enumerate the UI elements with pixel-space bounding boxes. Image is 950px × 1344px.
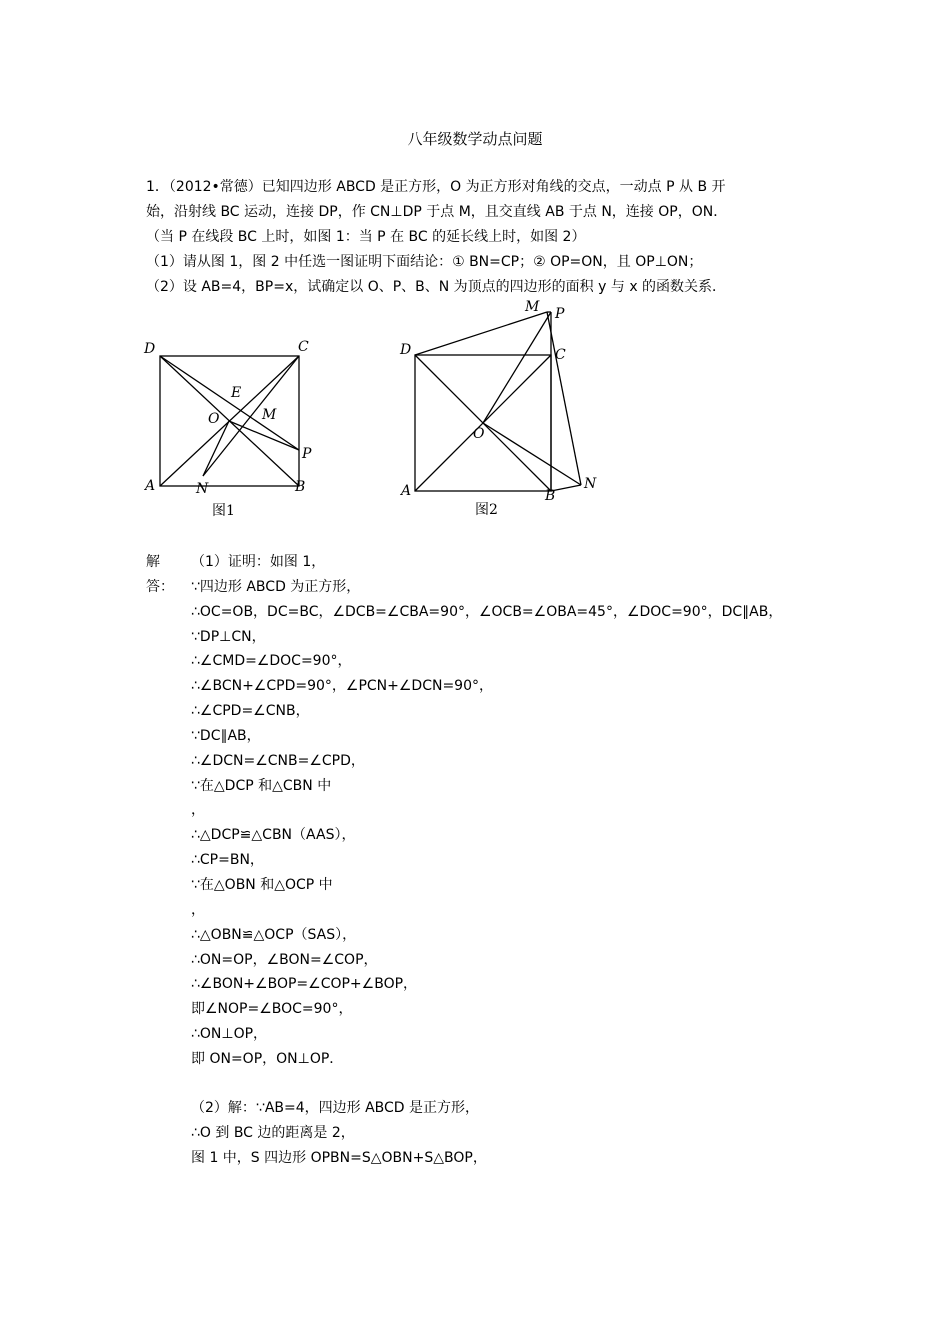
label-n: N	[584, 476, 597, 492]
problem-line: （2）设 AB=4，BP=x，试确定以 O、P、B、N 为顶点的四边形的面积 y 与 x 的函数关系．	[146, 279, 727, 295]
answer-line: 即∠NOP=∠BOC=90°，	[191, 1001, 353, 1017]
label-a: A	[145, 478, 156, 494]
answer-part2-line: （2）解：∵AB=4，四边形 ABCD 是正方形，	[191, 1100, 480, 1116]
answer-line: ∵在△DCP 和△CBN 中	[191, 778, 332, 794]
segment-bn	[551, 485, 581, 491]
figure-2	[395, 295, 610, 520]
label-b: B	[295, 479, 306, 495]
answer-line: ∵DC∥AB，	[191, 728, 261, 744]
figure-1-caption: 图1	[212, 503, 235, 519]
label-p: P	[555, 306, 565, 322]
answer-line: ∴∠CMD=∠DOC=90°，	[191, 653, 352, 669]
answer-line: （1）证明：如图 1，	[191, 554, 326, 570]
page-title: 八年级数学动点问题	[407, 130, 543, 148]
answer-line: ∴∠DCN=∠CNB=∠CPD，	[191, 753, 365, 769]
label-c: C	[555, 347, 566, 363]
label-p: P	[302, 446, 312, 462]
segment-dm	[415, 312, 547, 355]
label-d: D	[144, 341, 156, 357]
segment-cn	[547, 312, 581, 485]
label-n: N	[196, 481, 209, 497]
label-o: O	[208, 411, 220, 427]
problem-line: 1．（2012•常德）已知四边形 ABCD 是正方形，O 为正方形对角线的交点，一动点 P 从 B 开	[146, 179, 726, 195]
label-c: C	[298, 339, 309, 355]
answer-line: ∴∠BCN+∠CPD=90°，∠PCN+∠DCN=90°，	[191, 678, 493, 694]
answer-line: ∴△DCP≌△CBN（AAS），	[191, 827, 356, 843]
answer-label-top: 解	[146, 554, 160, 570]
answer-part2-line: 图 1 中，S 四边形 OPBN=S△OBN+S△BOP，	[191, 1150, 487, 1166]
answer-line: ∴ON=OP，∠BON=∠COP，	[191, 952, 378, 968]
answer-line: ∴△OBN≌△OCP（SAS），	[191, 927, 357, 943]
problem-line: （当 P 在线段 BC 上时，如图 1：当 P 在 BC 的延长线上时，如图 2）	[146, 229, 586, 245]
label-e: E	[231, 385, 242, 401]
answer-line: ∴OC=OB，DC=BC，∠DCB=∠CBA=90°，∠OCB=∠OBA=45°，∠DOC=90°，DC∥AB，	[191, 604, 783, 620]
answer-line: ∵四边形 ABCD 为正方形，	[191, 579, 361, 595]
answer-part2-line: ∴O 到 BC 边的距离是 2，	[191, 1125, 355, 1141]
answer-line: ∴∠CPD=∠CNB，	[191, 703, 310, 719]
answer-line: ∴ON⊥OP，	[191, 1026, 268, 1042]
answer-line: ∵DP⊥CN，	[191, 629, 266, 645]
answer-line: ，	[191, 802, 205, 818]
label-o: O	[473, 426, 485, 442]
problem-line: （1）请从图 1，图 2 中任选一图证明下面结论：① BN=CP；② OP=ON，且 OP⊥ON；	[146, 254, 703, 270]
answer-line: 即 ON=OP，ON⊥OP．	[191, 1051, 344, 1067]
figure-2-caption: 图2	[475, 502, 498, 518]
answer-line: ∵在△OBN 和△OCP 中	[191, 877, 333, 893]
answer-line: ∴∠BON+∠BOP=∠COP+∠BOP，	[191, 976, 418, 992]
problem-line: 始，沿射线 BC 运动，连接 DP，作 CN⊥DP 于点 M，且交直线 AB 于点 N，连接 OP，ON．	[146, 204, 728, 220]
answer-label-bottom: 答：	[146, 579, 174, 595]
label-b: B	[545, 488, 556, 504]
answer-line: ∴CP=BN，	[191, 852, 264, 868]
label-m: M	[525, 299, 540, 315]
segment-op	[483, 312, 551, 423]
label-m: M	[262, 407, 277, 423]
answer-line: ，	[191, 902, 205, 918]
label-a: A	[401, 483, 412, 499]
segment-dp	[160, 356, 299, 450]
segment-on	[483, 423, 581, 485]
segment-op	[229, 421, 299, 450]
figure-1	[140, 330, 330, 525]
label-d: D	[400, 342, 412, 358]
